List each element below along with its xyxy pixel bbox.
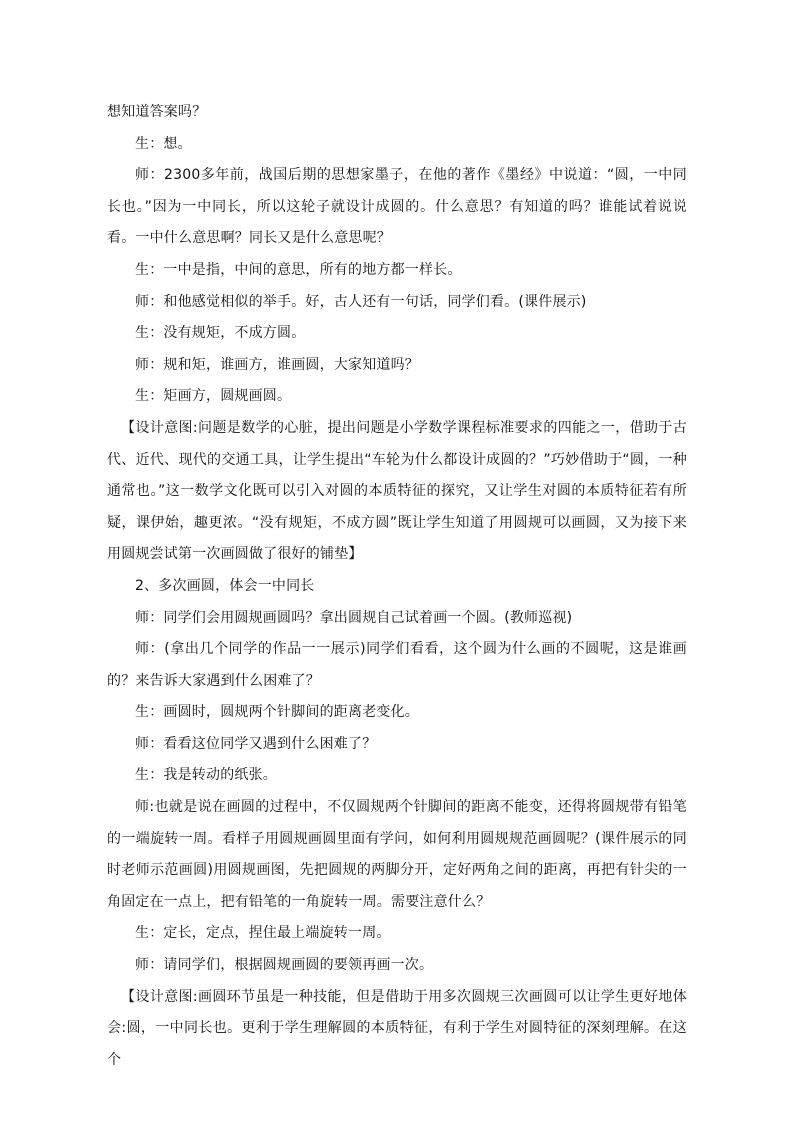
paragraph: 师：看看这位同学又遇到什么困难了？ bbox=[135, 735, 377, 752]
section-heading: 2、多次画圆，体会一中同长 bbox=[135, 577, 315, 594]
paragraph: 生：想。 bbox=[135, 135, 192, 152]
design-intent-paragraph: 【设计意图:问题是数学的心脏，提出问题是小学数学课程标准要求的四能之一，借助于古代、近代、现代的交通工具，让学生提出“车轮为什么都设计成圆的？”巧妙借助于“圆，一种通常也。”这一数学文化既可以引入对圆的本质特征的探究，又让学生对圆的本质特征若有所疑，课伊始，趣更浓。“没有规矩，不成方圆”既让学生知道了用圆规可以画圆，又为接下来用圆规尝试第一次画圆做了很好的铺垫】 bbox=[107, 419, 687, 563]
paragraph: 师:也就是说在画圆的过程中，不仅圆规两个针脚间的距离不能变，还得将圆规带有铅笔的一端旋转一周。看样子用圆规画圆里面有学问，如何利用圆规规范画圆呢？(课件展示的同时老师示范画圆)用圆规画图，先把圆规的两脚分开，定好两角之间的距离，再把有针尖的一角固定在一点上，把有铅笔的一角旋转一周。需要注意什么？ bbox=[107, 799, 687, 910]
paragraph: 想知道答案吗？ bbox=[107, 104, 207, 120]
paragraph: 生：没有规矩，不成方圆。 bbox=[135, 325, 306, 342]
paragraph: 师：规和矩，谁画方，谁画圆，大家知道吗？ bbox=[135, 356, 419, 373]
paragraph: 师：请同学们，根据圆规画圆的要领再画一次。 bbox=[135, 957, 434, 974]
paragraph: 师：和他感觉相似的举手。好，古人还有一句话，同学们看。(课件展示) bbox=[135, 293, 587, 310]
paragraph: 师：同学们会用圆规画圆吗？拿出圆规自己试着画一个圆。(教师巡视) bbox=[135, 609, 573, 626]
document-page bbox=[107, 97, 687, 1076]
paragraph: 生：我是转动的纸张。 bbox=[135, 767, 277, 784]
paragraph: 师：2300多年前，战国后期的思想家墨子，在他的著作《墨经》中说道：“圆，一中同长也。”因为一中同长，所以这轮子就设计成圆的。什么意思？有知道的吗？谁能试着说说看。一中什么意思啊？同长又是什么意思呢？ bbox=[107, 167, 687, 247]
paragraph: 生：一中是指，中间的意思，所有的地方都一样长。 bbox=[135, 261, 462, 278]
paragraph: 生：画圆时，圆规两个针脚间的距离老变化。 bbox=[135, 704, 419, 721]
paragraph: 生：矩画方，圆规画圆。 bbox=[135, 388, 292, 405]
paragraph: 师：(拿出几个同学的作品一一展示)同学们看看，这个圆为什么画的不圆呢，这是谁画的？来告诉大家遇到什么困难了？ bbox=[107, 641, 687, 689]
paragraph: 生：定长，定点，捏住最上端旋转一周。 bbox=[135, 925, 391, 942]
design-intent-paragraph: 【设计意图:画圆环节虽是一种技能，但是借助于用多次圆规三次画圆可以让学生更好地体会:圆，一中同长也。更利于学生理解圆的本质特征，有利于学生对圆特征的深刻理解。在这个 bbox=[107, 988, 687, 1068]
